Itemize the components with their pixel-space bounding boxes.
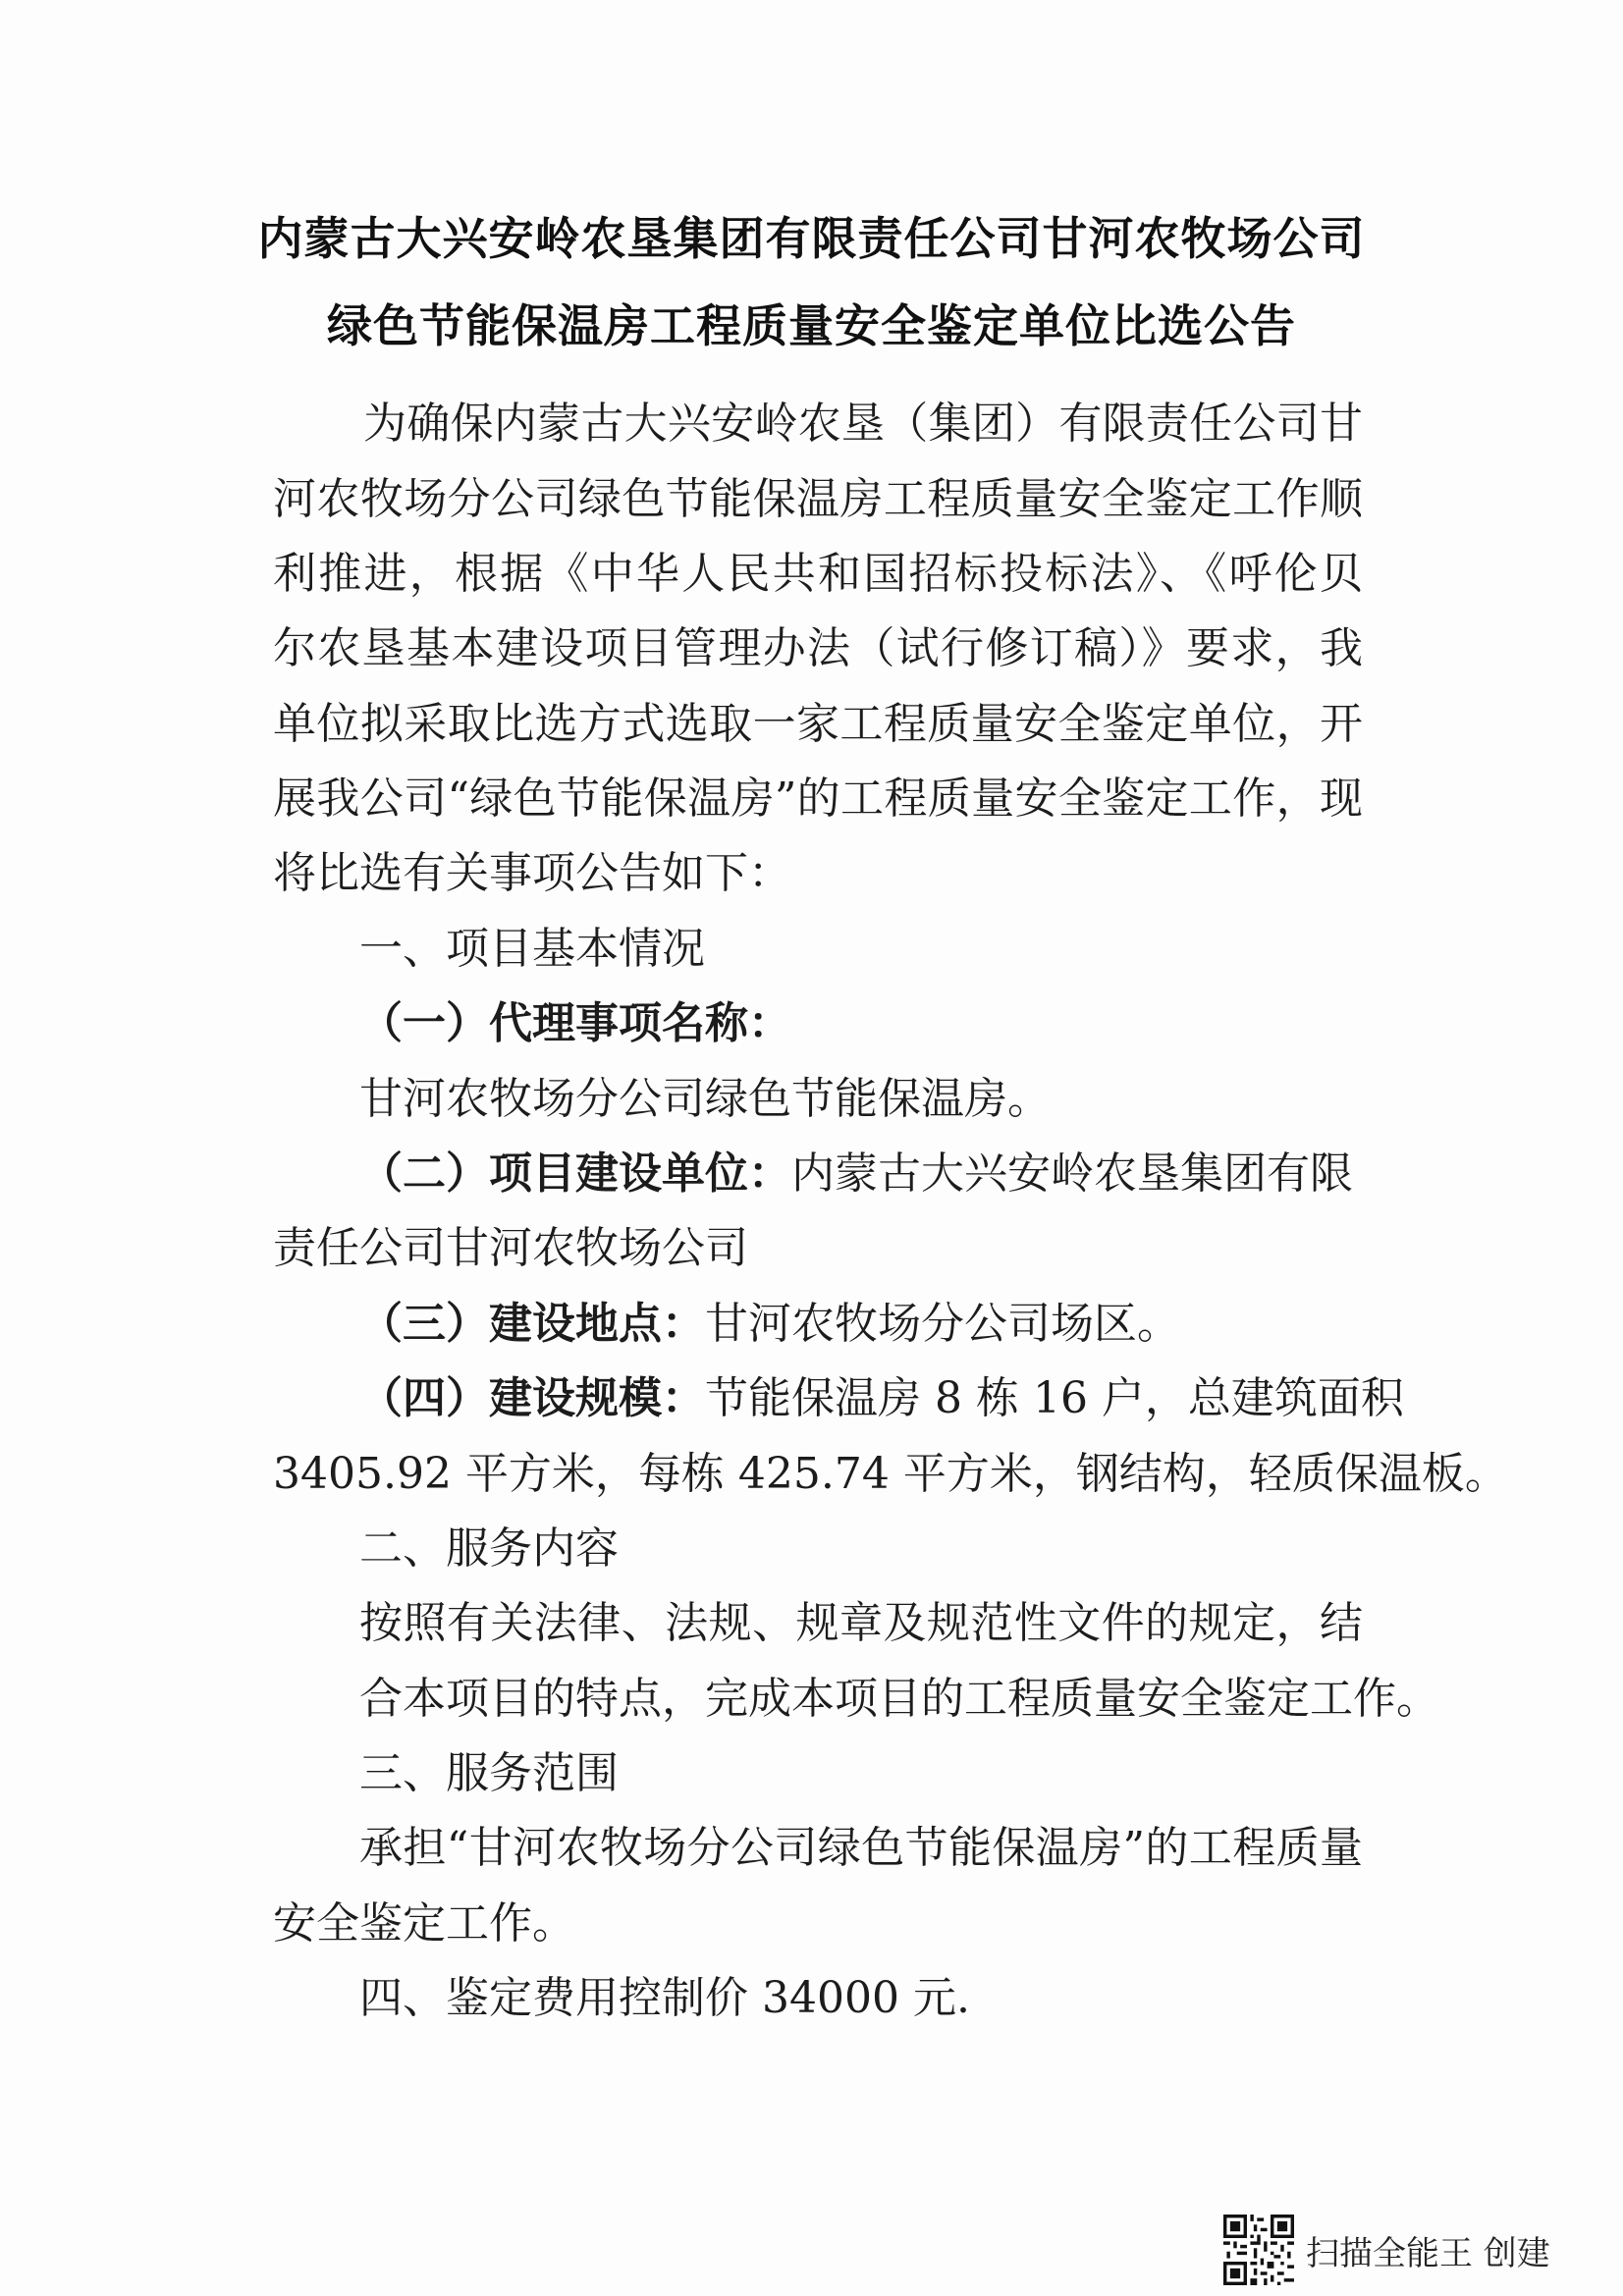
scanner-label: 扫描全能王 创建	[1306, 2233, 1550, 2273]
item-2-row	[359, 1147, 1363, 1201]
item-4-label: （四）建设规模：	[359, 1373, 705, 1423]
item-4-row	[359, 1371, 1404, 1426]
intro-line-6: 展我公司“绿色节能保温房”的工程质量安全鉴定工作，现	[273, 774, 1363, 824]
intro-line-4: 尔农垦基本建设项目管理办法（试行修订稿）》要求，我	[273, 623, 1363, 673]
item-2-label: （二）项目建设单位：	[359, 1148, 791, 1199]
item-4-value-continued: 3405.92 平方米，每栋 425.74 平方米，钢结构，轻质保温板。	[273, 1449, 1508, 1499]
intro-line-2: 河农牧场分公司绿色节能保温房工程质量安全鉴定工作顺	[273, 474, 1363, 524]
item-2-value: 内蒙古大兴安岭农垦集团有限	[791, 1148, 1353, 1199]
document-title-line-1: 内蒙古大兴安岭农垦集团有限责任公司甘河农牧场公司	[257, 212, 1366, 265]
item-3-value: 甘河农牧场分公司场区。	[705, 1299, 1180, 1349]
section-2-heading: 二、服务内容	[359, 1523, 619, 1574]
intro-line-7: 将比选有关事项公告如下：	[273, 848, 791, 898]
qr-code-icon	[1223, 2215, 1294, 2285]
item-4-value: 节能保温房 8 栋 16 户，总建筑面积	[705, 1373, 1404, 1423]
item-1-row	[359, 996, 1449, 1051]
document-title-line-2: 绿色节能保温房工程质量安全鉴定单位比选公告	[327, 299, 1296, 352]
item-2-value-continued: 责任公司甘河农牧场公司	[273, 1223, 748, 1273]
section-2-line-1: 按照有关法律、法规、规章及规范性文件的规定，结	[359, 1598, 1363, 1648]
intro-line-5: 单位拟采取比选方式选取一家工程质量安全鉴定单位，开	[273, 699, 1363, 749]
section-3-line-2: 安全鉴定工作。	[273, 1898, 575, 1949]
section-3-heading: 三、服务范围	[359, 1748, 619, 1798]
item-1-label: （一）代理事项名称：	[359, 998, 791, 1048]
scanner-footer	[1223, 2213, 1550, 2287]
section-2-line-2: 合本项目的特点，完成本项目的工程质量安全鉴定工作。	[359, 1674, 1439, 1724]
section-4-heading: 四、鉴定费用控制价 34000 元.	[359, 1973, 970, 2023]
item-1-value: 甘河农牧场分公司绿色节能保温房。	[359, 1074, 1051, 1124]
section-3-line-1: 承担“甘河农牧场分公司绿色节能保温房”的工程质量	[359, 1823, 1363, 1873]
intro-line-3: 利推进，根据《中华人民共和国招标投标法》、《呼伦贝	[273, 549, 1363, 599]
item-3-label: （三）建设地点：	[359, 1299, 705, 1349]
item-3-row	[359, 1297, 1449, 1352]
section-1-heading: 一、项目基本情况	[359, 924, 705, 974]
intro-line-1: 为确保内蒙古大兴安岭农垦（集团）有限责任公司甘	[363, 399, 1363, 449]
